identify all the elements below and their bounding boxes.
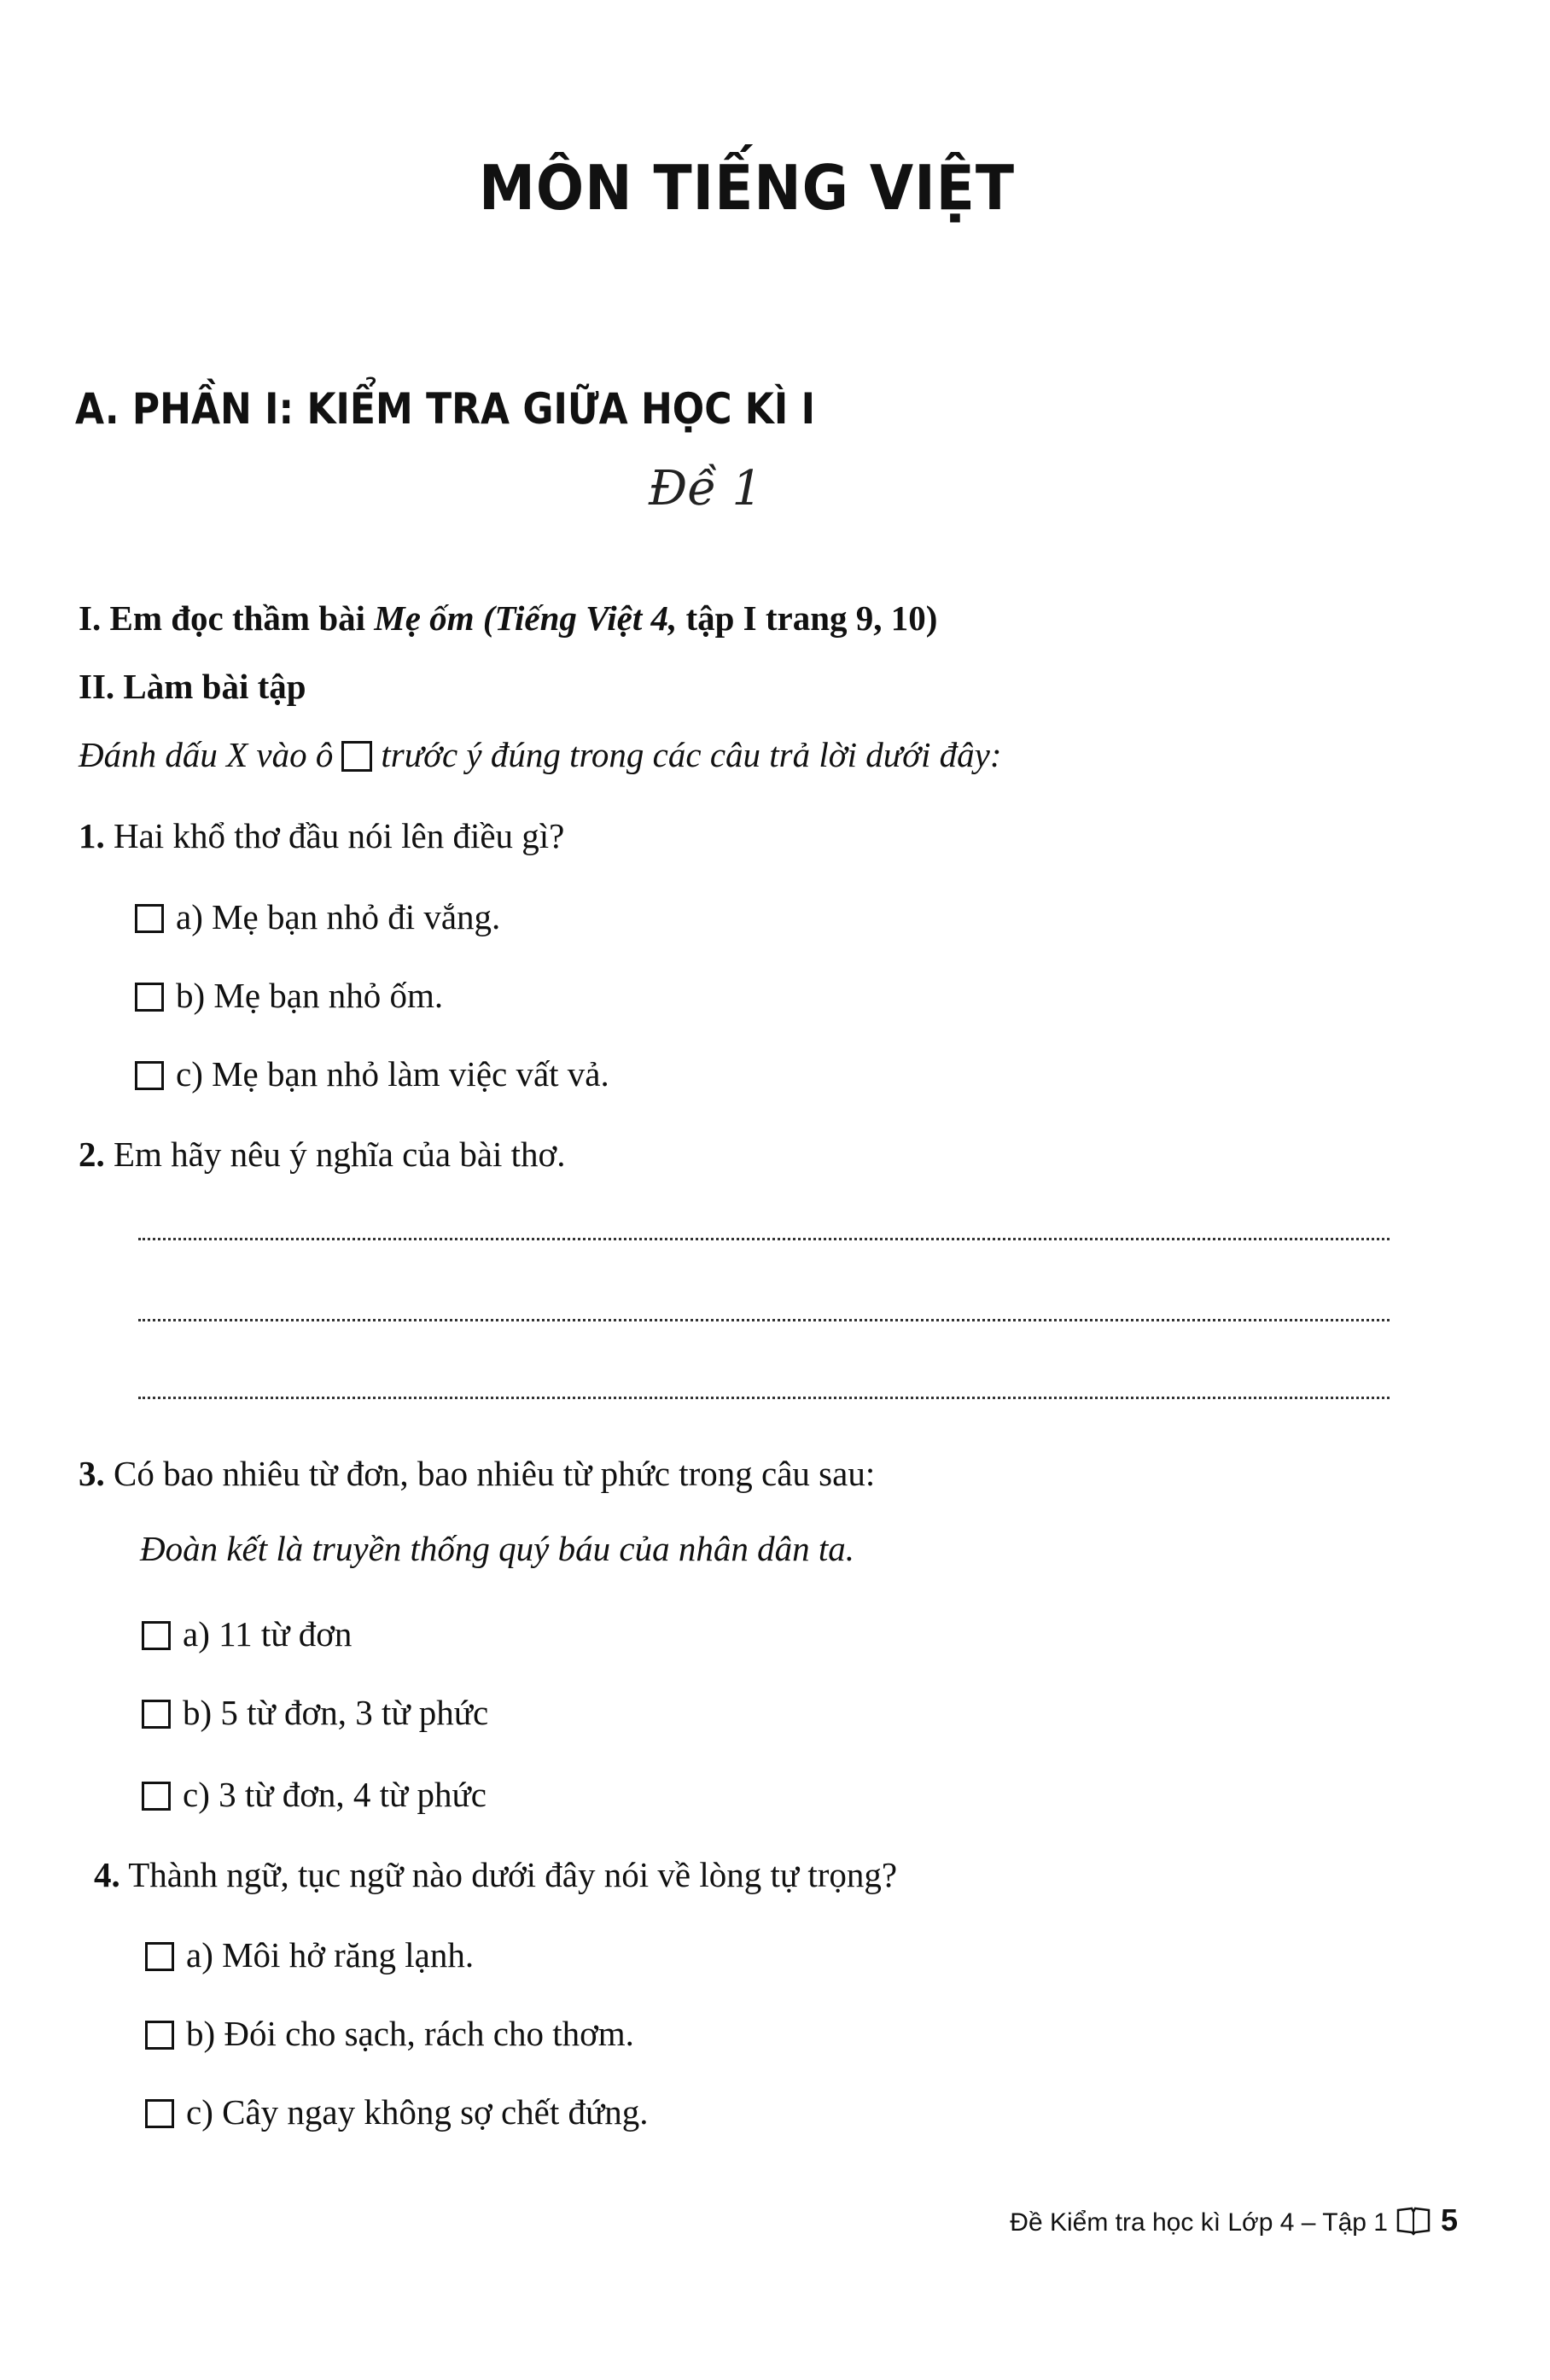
answer-line[interactable] <box>138 1319 1390 1321</box>
handwritten-note: Đề 1 <box>649 461 763 516</box>
page-footer <box>1010 2202 1458 2238</box>
question-number: 4. <box>94 1855 120 1894</box>
part-two-heading: II. Làm bài tập <box>79 667 306 706</box>
book-icon <box>1395 2205 1432 2236</box>
answer-option[interactable] <box>145 2013 634 2054</box>
question-text: Hai khổ thơ đầu nói lên điều gì? <box>114 816 565 855</box>
question-3 <box>79 1453 875 1494</box>
question-number: 3. <box>79 1454 105 1493</box>
answer-option[interactable] <box>145 2091 649 2132</box>
instruction-after: trước ý đúng trong các câu trả lời dưới đây: <box>381 735 1002 774</box>
answer-option[interactable] <box>135 896 500 937</box>
question-number: 2. <box>79 1135 105 1174</box>
question-2 <box>79 1134 565 1175</box>
question-number: 1. <box>79 816 105 855</box>
footer-text: Đề Kiểm tra học kì Lớp 4 – Tập 1 <box>1010 2208 1388 2237</box>
checkbox-sample-icon <box>341 741 372 772</box>
answer-option[interactable] <box>142 1774 487 1815</box>
checkbox[interactable] <box>135 1061 164 1090</box>
page-number: 5 <box>1440 2202 1458 2237</box>
checkbox[interactable] <box>135 983 164 1012</box>
checkbox[interactable] <box>142 1621 171 1650</box>
option-label: c) Cây ngay không sợ chết đứng. <box>186 2092 649 2132</box>
answer-option[interactable] <box>135 975 443 1016</box>
part-one-text: Em đọc thầm bài <box>109 598 366 638</box>
part-one-number: I. <box>79 598 102 638</box>
checkbox[interactable] <box>145 2021 174 2050</box>
answer-option[interactable] <box>142 1692 488 1733</box>
option-label: a) Mẹ bạn nhỏ đi vắng. <box>176 897 501 936</box>
source-pages: tập I trang 9, 10) <box>685 598 938 638</box>
instruction-before: Đánh dấu X vào ô <box>79 735 334 774</box>
option-label: c) Mẹ bạn nhỏ làm việc vất vả. <box>176 1054 609 1094</box>
checkbox[interactable] <box>135 904 164 933</box>
instruction-line <box>79 734 1002 775</box>
answer-option[interactable] <box>142 1613 352 1654</box>
option-label: a) 11 từ đơn <box>183 1614 353 1654</box>
question-text: Em hãy nêu ý nghĩa của bài thơ. <box>114 1135 566 1174</box>
option-label: b) Đói cho sạch, rách cho thơm. <box>186 2014 634 2053</box>
page-title: MÔN TIẾNG VIỆT <box>479 152 1015 224</box>
example-sentence: Đoàn kết là truyền thống quý báu của nhân dân ta. <box>140 1529 854 1568</box>
question-text: Thành ngữ, tục ngữ nào dưới đây nói về lòng tự trọng? <box>128 1855 898 1894</box>
question-1 <box>79 815 564 856</box>
question-text: Có bao nhiêu từ đơn, bao nhiêu từ phức trong câu sau: <box>114 1454 876 1493</box>
section-heading: A. PHẦN I: KIỂM TRA GIỮA HỌC KÌ I <box>75 384 815 434</box>
answer-option[interactable] <box>145 1934 474 1975</box>
checkbox[interactable] <box>145 2099 174 2128</box>
answer-line[interactable] <box>138 1238 1390 1240</box>
checkbox[interactable] <box>142 1700 171 1729</box>
option-label: b) 5 từ đơn, 3 từ phức <box>183 1693 489 1732</box>
checkbox[interactable] <box>145 1942 174 1971</box>
poem-title: Mẹ ốm <box>374 598 475 638</box>
option-label: c) 3 từ đơn, 4 từ phức <box>183 1775 487 1814</box>
source-book: (Tiếng Việt 4, <box>482 598 678 638</box>
option-label: b) Mẹ bạn nhỏ ốm. <box>176 976 444 1015</box>
option-label: a) Môi hở răng lạnh. <box>186 1935 475 1975</box>
answer-line[interactable] <box>138 1397 1390 1399</box>
part-one-line <box>79 598 937 639</box>
question-4 <box>94 1854 897 1895</box>
answer-option[interactable] <box>135 1053 609 1094</box>
checkbox[interactable] <box>142 1782 171 1811</box>
